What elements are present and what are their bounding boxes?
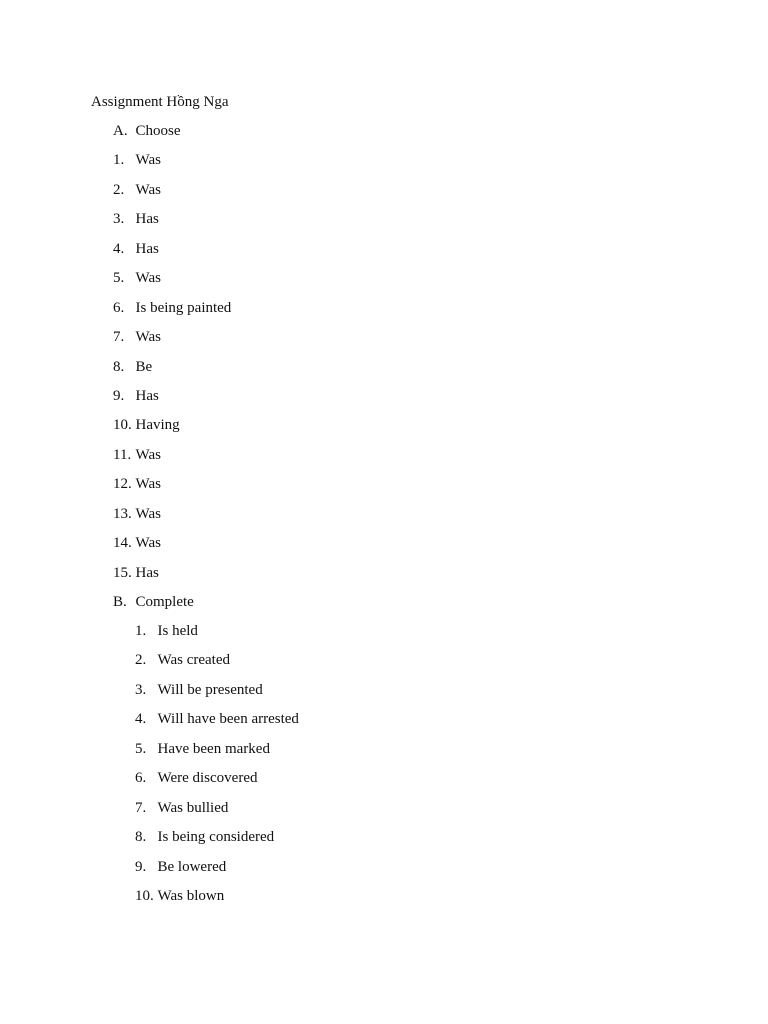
list-item — [113, 446, 231, 475]
item-number: 6. — [113, 299, 125, 316]
item-answer: Is being painted — [135, 299, 232, 316]
list-item — [135, 651, 299, 680]
list-item — [113, 328, 231, 357]
item-number: 13. — [113, 505, 132, 522]
item-answer: Has — [135, 387, 159, 404]
list-item — [113, 358, 231, 387]
item-answer: Was created — [157, 652, 230, 669]
item-answer: Was — [135, 270, 161, 287]
item-answer: Was — [135, 152, 161, 169]
item-number: 4. — [135, 711, 147, 728]
list-item — [113, 181, 231, 210]
list-item — [113, 151, 231, 180]
item-number: 5. — [113, 270, 125, 287]
item-answer: Be lowered — [157, 858, 227, 875]
item-number: 1. — [135, 623, 147, 639]
section-heading: Complete — [135, 594, 194, 610]
list-item — [135, 710, 299, 739]
item-answer: Is being considered — [157, 829, 275, 846]
item-answer: Was — [135, 476, 161, 493]
list-item — [113, 210, 231, 239]
item-answer: Have been marked — [157, 740, 270, 757]
item-number: 7. — [135, 799, 147, 816]
section-marker: A. — [113, 123, 128, 139]
item-number: 7. — [113, 329, 125, 346]
item-answer: Was — [135, 446, 161, 463]
list-item — [135, 799, 299, 828]
item-answer: Be — [135, 358, 153, 375]
list-item — [113, 387, 231, 416]
list-item — [113, 564, 231, 593]
item-answer: Has — [135, 564, 159, 581]
list-item — [135, 681, 299, 710]
list-item — [113, 416, 231, 445]
list-item — [113, 475, 231, 504]
item-number: 3. — [135, 681, 147, 698]
list-item — [135, 769, 299, 798]
list-item — [135, 858, 299, 887]
section-b-list — [135, 622, 299, 916]
section-heading: Choose — [135, 123, 181, 139]
item-number: 10. — [135, 887, 154, 904]
list-item — [135, 887, 299, 916]
item-answer: Was — [135, 329, 161, 346]
item-number: 15. — [113, 564, 132, 581]
item-number: 2. — [135, 652, 147, 669]
item-number: 9. — [113, 387, 125, 404]
item-answer: Will have been arrested — [157, 711, 299, 728]
item-answer: Was blown — [157, 887, 225, 904]
item-answer: Having — [135, 417, 180, 434]
section-a-heading — [113, 122, 231, 151]
list-item — [135, 740, 299, 769]
item-number: 5. — [135, 740, 147, 757]
item-number: 1. — [113, 152, 125, 169]
item-answer: Were discovered — [157, 770, 258, 787]
item-number: 12. — [113, 476, 132, 493]
item-answer: Was — [135, 505, 161, 522]
item-number: 6. — [135, 770, 147, 787]
section-b-heading — [113, 593, 231, 622]
item-number: 10. — [113, 417, 132, 434]
section-marker: B. — [113, 594, 127, 610]
item-answer: Has — [135, 240, 159, 257]
item-answer: Was bullied — [157, 799, 229, 816]
item-number: 9. — [135, 858, 147, 875]
list-item — [113, 299, 231, 328]
section-a-list — [113, 122, 231, 622]
item-number: 2. — [113, 181, 125, 198]
item-number: 11. — [113, 446, 132, 463]
item-answer: Has — [135, 211, 159, 228]
item-number: 3. — [113, 211, 125, 228]
list-item — [135, 622, 299, 651]
list-item — [113, 505, 231, 534]
list-item — [135, 828, 299, 857]
item-number: 8. — [113, 358, 125, 375]
document-title: Assignment Hồng Nga — [91, 94, 229, 110]
list-item — [113, 240, 231, 269]
item-answer: Is held — [157, 623, 198, 639]
item-number: 4. — [113, 240, 125, 257]
item-answer: Was — [135, 535, 161, 552]
item-number: 8. — [135, 829, 147, 846]
list-item — [113, 269, 231, 298]
item-number: 14. — [113, 535, 132, 552]
item-answer: Will be presented — [157, 681, 263, 698]
list-item — [113, 534, 231, 563]
item-answer: Was — [135, 181, 161, 198]
